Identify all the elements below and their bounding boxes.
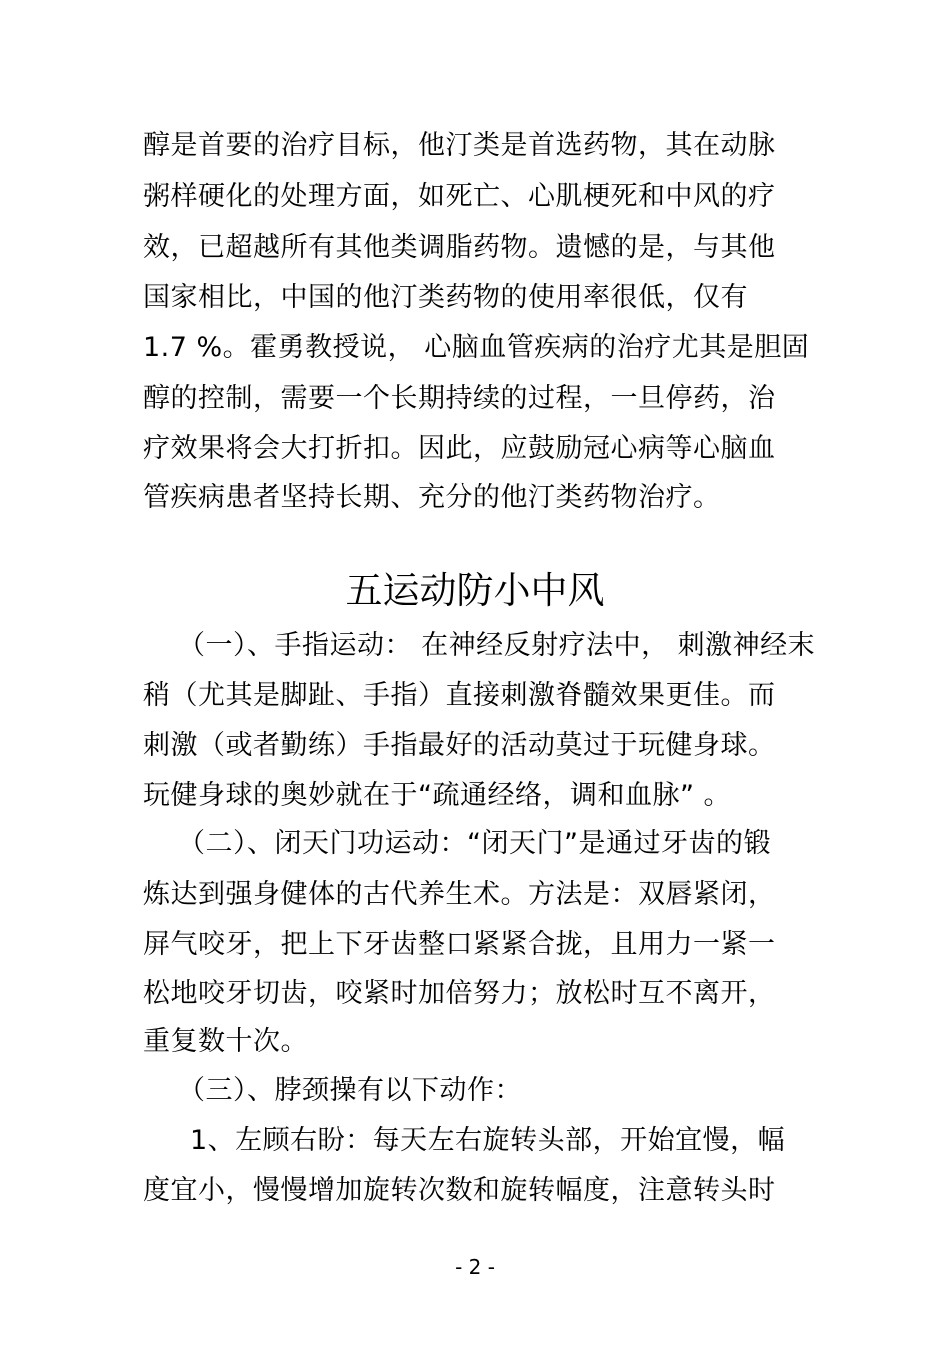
body-text-line: 1.7 %。霍勇教授说， 心脑血管疾病的治疗尤其是胆固 — [143, 332, 810, 363]
body-text-line: 管疾病患者坚持长期、充分的他汀类药物治疗。 — [143, 482, 721, 513]
body-text-line: 醇的控制，需要一个长期持续的过程，一旦停药，治 — [143, 383, 776, 414]
section-text-line: 炼达到强身健体的古代养生术。方法是：双唇紧闭， — [143, 879, 776, 910]
section-text-line: （一）、手指运动： 在神经反射疗法中， 刺激神经末 — [178, 630, 816, 661]
section-text-line: （二）、闭天门功运动：“闭天门”是通过牙齿的锻 — [178, 828, 771, 859]
section-text-line: 玩健身球的奥妙就在于“疏通经络，调和血脉” 。 — [143, 780, 732, 811]
section-heading: 五运动防小中风 — [345, 569, 605, 612]
body-text-line: 粥样硬化的处理方面，如死亡、心肌梗死和中风的疗 — [143, 181, 776, 212]
section-text-line: 重复数十次。 — [143, 1026, 308, 1057]
body-text-line: 醇是首要的治疗目标，他汀类是首选药物，其在动脉 — [143, 130, 776, 161]
body-text-line: 效，已超越所有其他类调脂药物。遗憾的是，与其他 — [143, 232, 776, 263]
body-text-line: 疗效果将会大打折扣。因此，应鼓励冠心病等心脑血 — [143, 433, 776, 464]
section-text-line: （三）、脖颈操有以下动作： — [178, 1075, 522, 1106]
section-text-line: 1、左顾右盼：每天左右旋转头部，开始宜慢，幅 — [190, 1125, 786, 1156]
section-text-line: 稍（尤其是脚趾、手指）直接刺激脊髓效果更佳。而 — [143, 680, 776, 711]
section-text-line: 屏气咬牙，把上下牙齿整口紧紧合拢，且用力一紧一 — [143, 929, 776, 960]
section-text-line: 度宜小，慢慢增加旋转次数和旋转幅度，注意转头时 — [143, 1175, 776, 1206]
page-number: - 2 - — [455, 1255, 495, 1279]
section-text-line: 刺激（或者勤练）手指最好的活动莫过于玩健身球。 — [143, 730, 776, 761]
body-text-line: 国家相比，中国的他汀类药物的使用率很低，仅有 — [143, 282, 748, 313]
section-text-line: 松地咬牙切齿，咬紧时加倍努力；放松时互不离开， — [143, 978, 776, 1009]
